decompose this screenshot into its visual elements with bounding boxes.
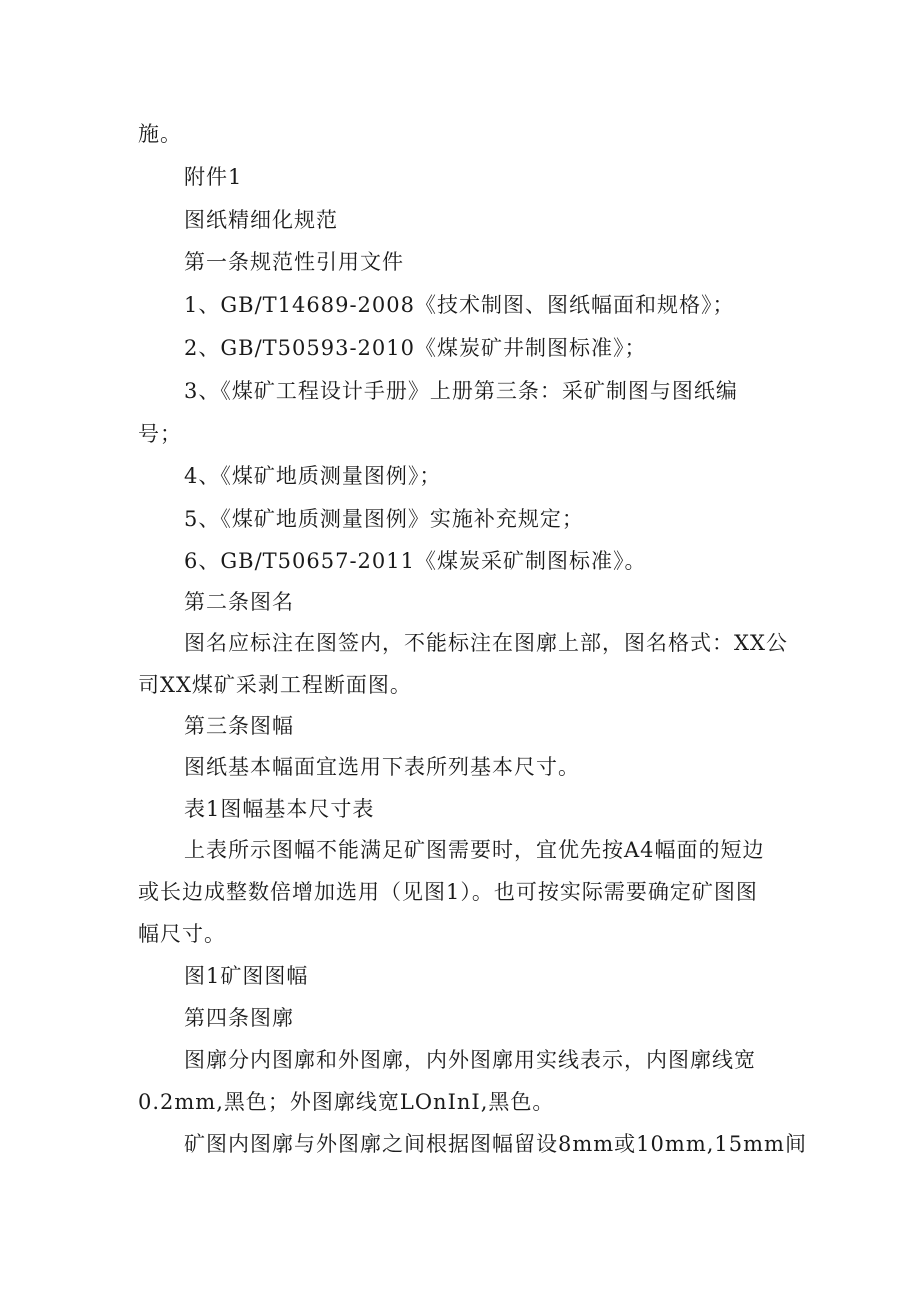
- text-line: 6、GB/T50657-2011《煤炭采矿制图标准》。: [184, 549, 647, 573]
- text-line: 图廓分内图廓和外图廓，内外图廓用实线表示，内图廓线宽: [184, 1048, 756, 1072]
- text-line: 5、《煤矿地质测量图例》实施补充规定；: [184, 507, 584, 531]
- text-line: 号；: [138, 422, 182, 446]
- text-line: 2、GB/T50593-2010《煤炭矿井制图标准》；: [184, 336, 647, 360]
- text-line: 图名应标注在图签内，不能标注在图廓上部，图名格式：XX公: [184, 631, 788, 655]
- text-line: 施。: [138, 122, 182, 146]
- text-line: 0.2mm,黑色；外图廓线宽LOnInI,黑色。: [138, 1090, 555, 1114]
- text-line: 1、GB/T14689-2008《技术制图、图纸幅面和规格》；: [184, 293, 735, 317]
- text-line: 图纸基本幅面宜选用下表所列基本尺寸。: [184, 755, 580, 779]
- section-heading: 第一条规范性引用文件: [184, 250, 404, 274]
- text-line: 或长边成整数倍增加选用（见图1）。也可按实际需要确定矿图图: [138, 880, 758, 904]
- section-heading: 第三条图幅: [184, 714, 294, 738]
- text-line: 4、《煤矿地质测量图例》；: [184, 464, 442, 488]
- table-caption: 表1图幅基本尺寸表: [184, 797, 375, 821]
- text-line: 3、《煤矿工程设计手册》上册第三条：采矿制图与图纸编: [184, 379, 738, 403]
- section-heading: 第四条图廓: [184, 1006, 294, 1030]
- text-line: 附件1: [184, 165, 243, 189]
- text-line: 幅尺寸。: [138, 922, 226, 946]
- figure-caption: 图1矿图图幅: [184, 964, 309, 988]
- text-line: 矿图内图廓与外图廓之间根据图幅留设8mm或10mm,15mm间: [184, 1132, 807, 1156]
- section-heading: 第二条图名: [184, 590, 294, 614]
- text-line: 司XX煤矿采剥工程断面图。: [138, 673, 412, 697]
- text-line: 上表所示图幅不能满足矿图需要时，宜优先按A4幅面的短边: [184, 838, 765, 862]
- text-line: 图纸精细化规范: [184, 208, 338, 232]
